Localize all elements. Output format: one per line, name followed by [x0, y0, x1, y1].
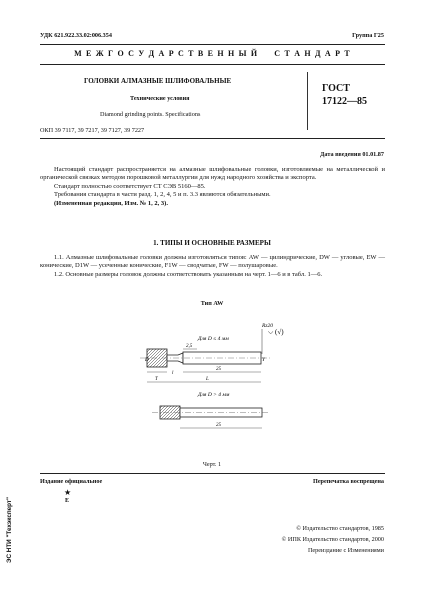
reprint-notice: Перепечатка воспрещена — [313, 478, 384, 485]
udk-code: УДК 621.922.33.02:006.354 — [40, 32, 112, 39]
intro-paragraph-scope: Настоящий стандарт распространяется на алмазные шлифовальные головки, изготовляемые на металлической и органической связках методом порошковой металлургии для нужд народного хозяйства и экспорта. — [40, 166, 385, 182]
document-title: ГОЛОВКИ АЛМАЗНЫЕ ШЛИФОВАЛЬНЫЕ — [84, 77, 232, 85]
gost-label: ГОСТ — [322, 83, 350, 94]
official-edition: Издание официальное — [40, 478, 103, 485]
title-rule — [40, 138, 385, 139]
figure-caption: Черт. 1 — [202, 461, 222, 468]
edition-letter: E — [65, 497, 70, 504]
dim-25-label-upper: 25 — [216, 367, 221, 372]
intro-text — [40, 166, 385, 208]
dim-small-l-label: l — [172, 371, 174, 376]
group-code: Группа Г25 — [352, 32, 384, 39]
dim-2-5-label: 2,5 — [186, 344, 193, 349]
dim-25-label-lower: 25 — [216, 423, 221, 428]
roughness-symbol: ⌵ (√) — [268, 328, 284, 336]
intro-paragraph-mandatory: Требования стандарта в части разд. 1, 2, 4, 5 и п. 3.3 являются обязательными. — [54, 191, 271, 199]
upper-drawing — [140, 323, 284, 382]
header-rule-bottom — [40, 64, 385, 65]
note-small-diameter: Для D ≤ 4 мм — [198, 336, 229, 342]
dim-d-label: D — [145, 358, 149, 363]
roughness-mark: Rz20 — [262, 323, 273, 329]
copyright-2000: © ИПК Издательство стандартов, 2000 — [281, 536, 384, 543]
document-subtitle: Технические условия — [130, 95, 190, 102]
intro-date: Дата введения 01.01.87 — [320, 151, 384, 158]
figure-type-label: Тип AW — [200, 300, 224, 307]
footer-rule — [40, 473, 385, 474]
english-title: Diamond grinding points. Specifications — [100, 111, 201, 118]
copyright-1985: © Издательство стандартов, 1985 — [296, 525, 384, 532]
section-text — [40, 254, 385, 279]
okp-codes: ОКП 39 7117, 39 7217, 39 7127, 39 7227 — [40, 127, 145, 134]
dim-y-label: Y — [262, 358, 265, 363]
star-icon: ★ — [64, 488, 72, 497]
title-separator — [307, 72, 308, 130]
intro-paragraph-amendments: (Измененная редакция, Изм. № 1, 2, 3). — [54, 199, 168, 207]
note-large-diameter: Для D > 4 мм — [198, 392, 230, 398]
lower-drawing — [152, 391, 270, 428]
gost-number: 17122—85 — [322, 96, 367, 107]
dim-t-label: T — [155, 377, 158, 382]
header-rule-top — [40, 44, 385, 45]
reissue-note: Переиздание с Изменениями — [307, 547, 384, 554]
clause-1-2: 1.2. Основные размеры головок должны соответствовать указанным на черт. 1—6 и в табл. 1—6. — [54, 270, 323, 278]
figure-type-aw — [0, 310, 424, 450]
section-heading: 1. ТИПЫ И ОСНОВНЫЕ РАЗМЕРЫ — [153, 239, 271, 247]
clause-1-1: 1.1. Алмазные шлифовальные головки должны изготовляться типов: AW — цилиндрические, DW — угловые, EW — конические, D1W — усеченные конические, F1W — сводчатые, FW — полушаровые. — [40, 254, 385, 270]
standard-banner: М Е Ж Г О С У Д А Р С Т В Е Н Н Ы Й С Т А Н Д А Р Т — [74, 49, 351, 58]
dim-l-label: L — [206, 377, 209, 382]
side-publisher-mark: ЭС НТИ "Техэксперт" — [6, 497, 13, 563]
intro-paragraph-compliance: Стандарт полностью соответствует СТ СЭВ 5160—85. — [54, 182, 206, 190]
